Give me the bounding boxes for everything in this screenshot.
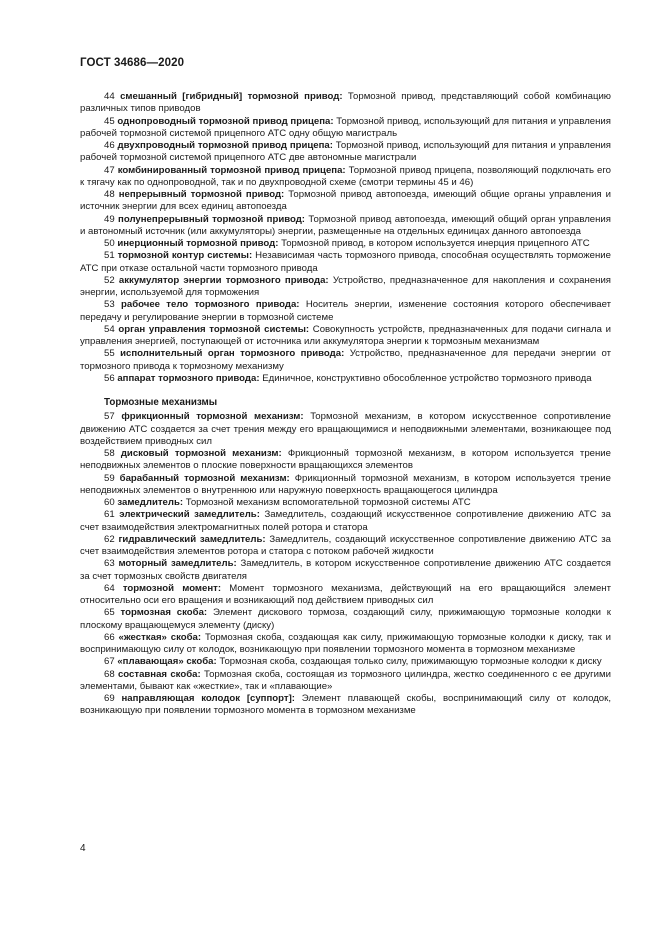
term-number: 63 (104, 558, 115, 570)
term-definition: Тормозная скоба, создающая только силу, прижимающую тормозные колодки к диску (219, 656, 602, 668)
term-definition: Замедлитель, в котором искусственное сопротивление движению АТС создается за счет тормозных свойств двигателя (80, 558, 611, 582)
term-title: тормозной момент: (122, 582, 222, 594)
term-title: инерционный тормозной привод: (117, 238, 279, 249)
term-entry (80, 509, 611, 534)
term-definition: Тормозной привод, использующий для питания и управления рабочей тормозной системой прицепного АТС одну общую магистраль (80, 115, 611, 139)
term-title: составная скоба: (117, 668, 201, 680)
term-definition: Совокупность устройств, предназначенных для подачи сигнала и управления энергией, поступающей от источника или аккумулятора энергии к тормозным механизмам (80, 323, 612, 347)
term-entry (80, 632, 611, 657)
term-number: 51 (104, 250, 115, 262)
term-entry (80, 373, 611, 385)
term-definition: Тормозная скоба, создающая как силу, прижимающую тормозные колодки к диску, так и воспринимающую силу от колодок, возникающую при появлении тормозного момента в тормозном механизме (80, 631, 611, 655)
term-entry (80, 473, 611, 498)
term-title: смешанный [гибридный] тормозной привод: (120, 91, 343, 102)
term-entry (80, 583, 611, 608)
term-title: двухпроводный тормозной привод прицепа: (117, 140, 333, 151)
term-number: 48 (104, 189, 115, 200)
term-title: электрический замедлитель: (119, 509, 260, 521)
term-entry (80, 497, 611, 509)
term-number: 56 (104, 372, 115, 384)
term-number: 53 (104, 299, 115, 311)
term-number: 49 (104, 213, 115, 225)
term-definition: Тормозной механизм вспомогательной тормозной системы АТС (185, 497, 471, 508)
term-number: 62 (104, 533, 115, 545)
term-definition: Момент тормозного механизма, действующий на его вращающийся элемент относительно оси его вращения и возникающий под действием приводных сил (80, 582, 612, 606)
term-number: 69 (104, 693, 115, 704)
term-entry (80, 189, 611, 214)
term-definition: Устройство, предназначенное для накопления и сохранения энергии, используемой для торможения (80, 274, 612, 298)
term-title: барабанный тормозной механизм: (119, 472, 290, 484)
term-entry (80, 348, 611, 373)
term-title: направляющая колодок [суппорт]: (121, 693, 295, 704)
page-body (80, 91, 611, 718)
term-definition: Замедлитель, создающий искусственное сопротивление движению АТС за счет взаимодействия элементов ротора и статора с потоком рабочей жидкости (80, 533, 611, 557)
term-entry (80, 91, 611, 116)
term-definition: Элемент плавающей скобы, воспринимающий силу от колодок, возникающую при появлении тормозного момента в тормозном механизме (80, 693, 611, 717)
term-entry (80, 411, 611, 448)
term-definition: Тормозной привод, использующий для питания и управления рабочей тормозной системой прицепного АТС две автономные магистрали (80, 140, 612, 164)
term-definition: Носитель энергии, изменение состояния которого обеспечивает передачу и регулирование энергии в тормозной системе (80, 299, 612, 323)
term-title: фрикционный тормозной механизм: (121, 411, 304, 423)
term-title: орган управления тормозной системы: (118, 323, 310, 335)
term-entry (80, 534, 611, 559)
term-definition: Фрикционный тормозной механизм, в котором используется трение неподвижных элементов о внутреннюю или наружную поверхность вращающегося цилиндра (80, 472, 611, 496)
term-entry (80, 116, 611, 141)
term-entry (80, 656, 611, 668)
term-entry (80, 238, 611, 250)
term-entry (80, 299, 611, 324)
term-number: 44 (104, 91, 115, 102)
term-entry (80, 324, 611, 349)
term-entry (80, 607, 611, 632)
terms-list-brake-mechanisms (80, 411, 611, 717)
term-title: полунепрерывный тормозной привод: (118, 213, 306, 225)
section-heading: Тормозные механизмы (104, 397, 218, 408)
term-title: аккумулятор энергии тормозного привода: (118, 274, 329, 286)
term-number: 50 (104, 238, 115, 249)
term-entry (80, 558, 611, 583)
term-title: моторный замедлитель: (118, 558, 237, 570)
term-definition: Элемент дискового тормоза, создающий силу, прижимающую тормозные колодки к плоскому вращающемуся элементу (диску) (80, 607, 612, 631)
term-title: замедлитель: (117, 497, 184, 508)
term-definition: Замедлитель, создающий искусственное сопротивление движению АТС за счет взаимодействия электромагнитных полей ротора и статора (80, 509, 611, 533)
term-entry (80, 669, 611, 694)
term-title: «плавающая» скоба: (117, 656, 217, 668)
term-definition: Тормозная скоба, состоящая из тормозного цилиндра, жестко соединенного с ее другими элементами, бывают как «жесткие», так и «плавающие» (80, 668, 611, 692)
term-entry (80, 448, 611, 473)
term-title: рабочее тело тормозного привода: (121, 299, 300, 311)
terms-list-braking-drive (80, 91, 611, 385)
term-title: дисковый тормозной механизм: (120, 448, 282, 459)
term-entry (80, 140, 611, 165)
term-definition: Тормозной привод автопоезда, имеющий общие органы управления и источник энергии для всех единиц автопоезда (80, 189, 612, 213)
term-title: тормозная скоба: (120, 607, 208, 619)
term-entry (80, 165, 611, 190)
term-entry (80, 693, 611, 718)
term-definition: Тормозной привод, в котором используется инерция прицепного АТС (281, 238, 590, 249)
term-title: аппарат тормозного привода: (117, 372, 260, 384)
term-entry (80, 214, 611, 239)
term-number: 61 (104, 509, 115, 521)
term-title: однопроводный тормозной привод прицепа: (117, 115, 334, 127)
term-number: 55 (104, 348, 115, 360)
term-number: 64 (104, 582, 115, 594)
term-entry (80, 275, 611, 300)
term-number: 68 (104, 668, 115, 680)
term-number: 67 (104, 656, 115, 668)
term-entry (80, 250, 611, 275)
term-number: 52 (104, 274, 115, 286)
term-definition: Тормозной привод, представляющий собой комбинацию различных типов приводов (80, 91, 611, 115)
term-number: 46 (104, 140, 115, 151)
term-number: 54 (104, 323, 115, 335)
document-header: ГОСТ 34686—2020 (80, 57, 185, 69)
term-definition: Независимая часть тормозного привода, способная осуществлять торможение АТС при отказе остальной части тормозного привода (80, 250, 611, 274)
term-number: 47 (104, 164, 115, 176)
term-number: 60 (104, 497, 115, 508)
term-number: 57 (104, 411, 115, 423)
term-number: 66 (104, 631, 115, 643)
term-title: непрерывный тормозной привод: (118, 189, 285, 200)
term-title: комбинированный тормозной привод прицепа: (117, 164, 346, 176)
term-title: гидравлический замедлитель: (118, 533, 266, 545)
term-title: исполнительный орган тормозного привода: (120, 348, 345, 360)
term-definition: Тормозной привод автопоезда, имеющий общий орган управления и автономный источник (или аккумуляторы) энергии, размещенные на отдельных единицах данного автопоезда (80, 213, 611, 237)
term-number: 59 (104, 472, 115, 484)
term-number: 58 (104, 448, 115, 459)
term-title: тормозной контур системы: (117, 250, 253, 262)
page-number: 4 (80, 843, 86, 854)
term-number: 65 (104, 607, 115, 619)
term-definition: Единичное, конструктивно обособленное устройство тормозного привода (262, 372, 592, 384)
term-definition: Устройство, предназначенное для передачи энергии от тормозного привода к тормозному механизму (80, 348, 611, 372)
term-definition: Фрикционный тормозной механизм, в котором используется трение неподвижных элементов о плоские поверхности вращающихся элементов (80, 448, 611, 472)
term-title: «жесткая» скоба: (118, 631, 202, 643)
term-definition: Тормозной механизм, в котором искусственное сопротивление движению АТС создается за счет трения между его вращающимися и неподвижными элементами, возникающее под воздействием приводных сил (80, 411, 611, 447)
term-definition: Тормозной привод прицепа, позволяющий подключать его к тягачу как по однопроводной, так и по двухпроводной схеме (смотри термины 45 и 46) (80, 164, 611, 188)
term-number: 45 (104, 115, 115, 127)
